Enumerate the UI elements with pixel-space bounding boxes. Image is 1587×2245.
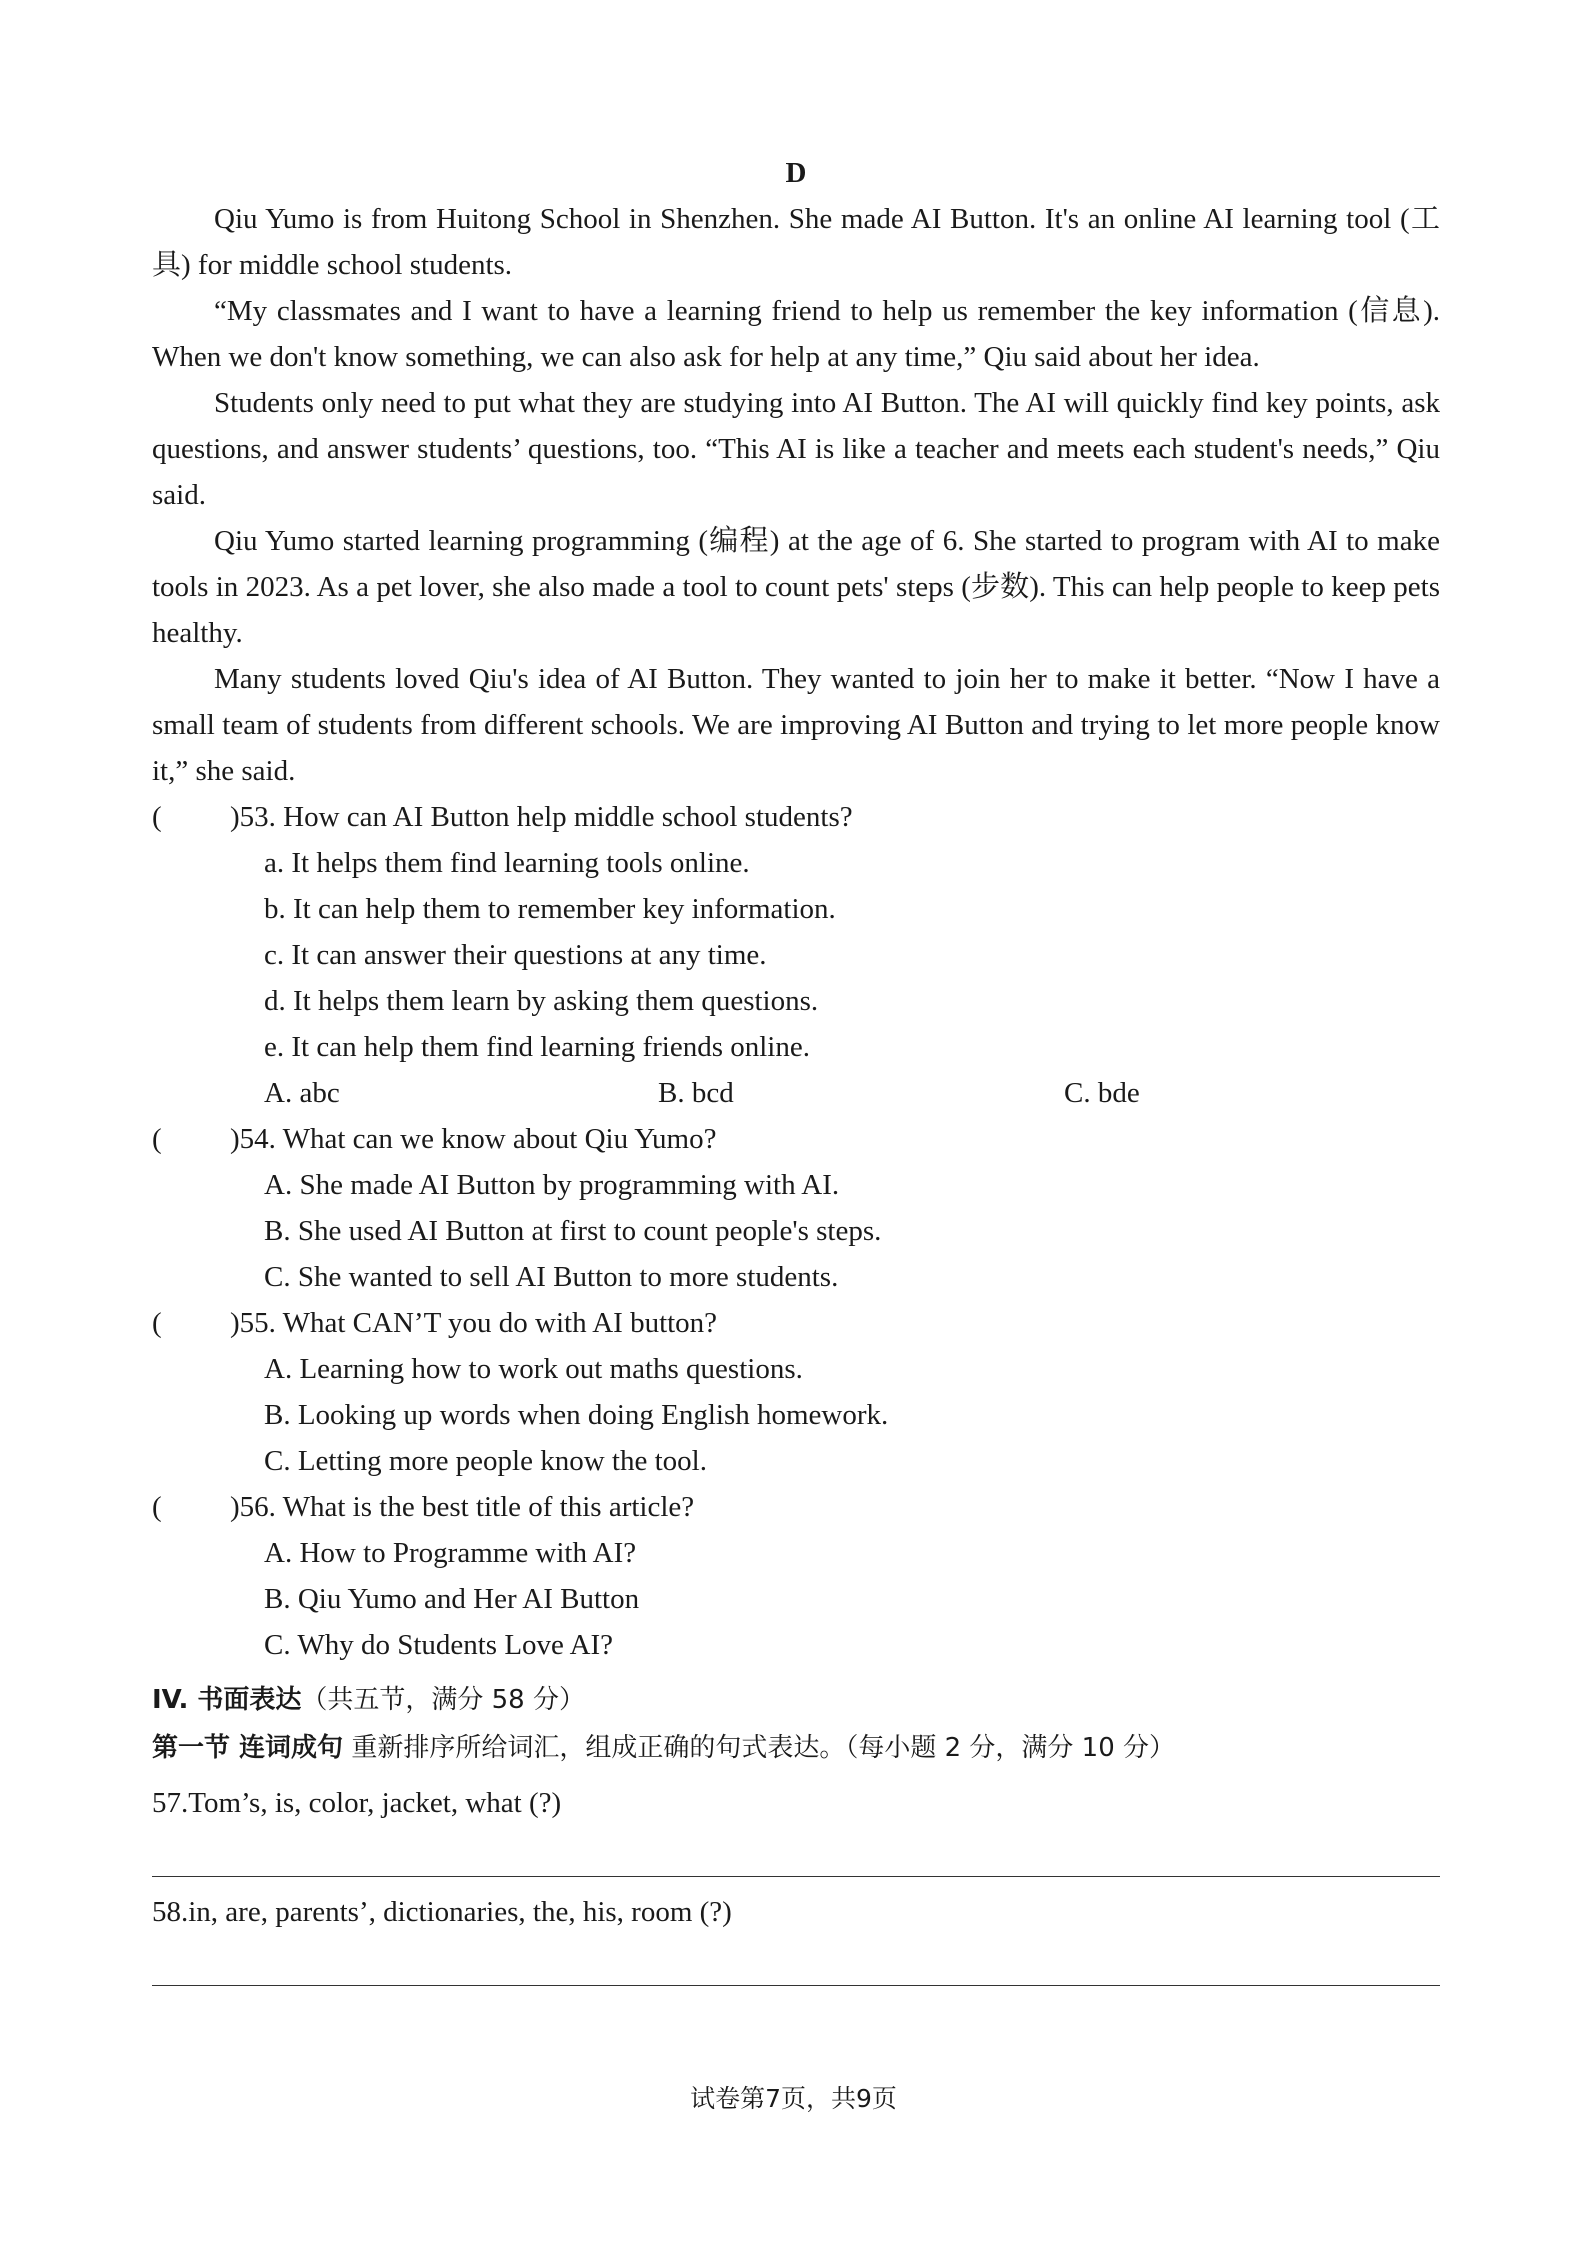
choice-a: A. She made AI Button by programming with AI. bbox=[264, 1169, 840, 1201]
question-53 bbox=[152, 794, 1440, 1116]
passage-paragraph-1: Qiu Yumo is from Huitong School in Shenzhen. She made AI Button. It's an online AI learning tool (工具) for middle school students. bbox=[152, 203, 1440, 281]
passage-paragraph-4: Qiu Yumo started learning programming (编程) at the age of 6. She started to program with AI to make tools in 2023. As a pet lover, she also made a tool to count pets' steps (步数). This can help people to keep pets healthy. bbox=[152, 525, 1440, 649]
question-53-choices bbox=[152, 1070, 1440, 1116]
reading-passage bbox=[152, 196, 1440, 794]
statement-d: d. It helps them learn by asking them questions. bbox=[264, 985, 819, 1017]
choice-b: B. bcd bbox=[658, 1077, 734, 1109]
question-54-text: )54. What can we know about Qiu Yumo? bbox=[230, 1123, 717, 1155]
part-4-heading bbox=[152, 1676, 1440, 1724]
passage-paragraph-2: “My classmates and I want to have a learning friend to help us remember the key information (信息). When we don't know something, we can also ask for help at any time,” Qiu said about her idea. bbox=[152, 295, 1440, 373]
answer-blank-54[interactable]: ( bbox=[152, 1123, 162, 1155]
answer-line-58[interactable] bbox=[152, 1985, 1440, 1986]
statement-a: a. It helps them find learning tools online. bbox=[264, 847, 750, 879]
part-4-title: IV. 书面表达 bbox=[152, 1685, 302, 1715]
choice-c: C. She wanted to sell AI Button to more students. bbox=[264, 1261, 839, 1293]
page-footer: 试卷第7页，共9页 bbox=[690, 2084, 897, 2113]
item-58: 58.in, are, parents’, dictionaries, the, his, room (?) bbox=[152, 1896, 732, 1928]
question-54 bbox=[152, 1116, 1440, 1300]
section-letter: D bbox=[785, 157, 807, 189]
choice-c: C. bde bbox=[1064, 1077, 1140, 1109]
answer-blank-53[interactable]: ( bbox=[152, 801, 162, 833]
choice-a: A. Learning how to work out maths questions. bbox=[264, 1353, 803, 1385]
question-55-text: )55. What CAN’T you do with AI button? bbox=[230, 1307, 718, 1339]
passage-paragraph-3: Students only need to put what they are studying into AI Button. The AI will quickly find key points, ask questions, and answer students’ questions, too. “This AI is like a teacher and meets each student's needs,” Qiu said. bbox=[152, 387, 1440, 511]
answer-blank-55[interactable]: ( bbox=[152, 1307, 162, 1339]
choice-b: B. Qiu Yumo and Her AI Button bbox=[264, 1583, 640, 1615]
choice-c: C. Letting more people know the tool. bbox=[264, 1445, 707, 1477]
statement-b: b. It can help them to remember key information. bbox=[264, 893, 836, 925]
question-53-text: )53. How can AI Button help middle school students? bbox=[230, 801, 853, 833]
statement-e: e. It can help them find learning friends online. bbox=[264, 1031, 810, 1063]
question-56 bbox=[152, 1484, 1440, 1668]
answer-line-57[interactable] bbox=[152, 1876, 1440, 1877]
passage-paragraph-5: Many students loved Qiu's idea of AI Button. They wanted to join her to make it better. “Now I have a small team of students from different schools. We are improving AI Button and trying to let more people know it,” she said. bbox=[152, 663, 1440, 787]
question-55 bbox=[152, 1300, 1440, 1484]
section-1-instructions: 重新排序所给词汇，组成正确的句式表达。（每小题 2 分，满分 10 分） bbox=[343, 1733, 1176, 1763]
choice-a: A. abc bbox=[264, 1077, 340, 1109]
question-56-text: )56. What is the best title of this article? bbox=[230, 1491, 695, 1523]
exam-page bbox=[152, 150, 1440, 1998]
section-1-heading bbox=[152, 1724, 1440, 1772]
part-4-score-note: （共五节，满分 58 分） bbox=[301, 1685, 585, 1715]
choice-b: B. She used AI Button at first to count people's steps. bbox=[264, 1215, 882, 1247]
answer-blank-56[interactable]: ( bbox=[152, 1491, 162, 1523]
item-57: 57.Tom’s, is, color, jacket, what (?) bbox=[152, 1787, 562, 1819]
choice-b: B. Looking up words when doing English homework. bbox=[264, 1399, 889, 1431]
statement-c: c. It can answer their questions at any time. bbox=[264, 939, 767, 971]
section-1-title: 第一节 连词成句 bbox=[152, 1733, 344, 1763]
choice-a: A. How to Programme with AI? bbox=[264, 1537, 637, 1569]
choice-c: C. Why do Students Love AI? bbox=[264, 1629, 614, 1661]
